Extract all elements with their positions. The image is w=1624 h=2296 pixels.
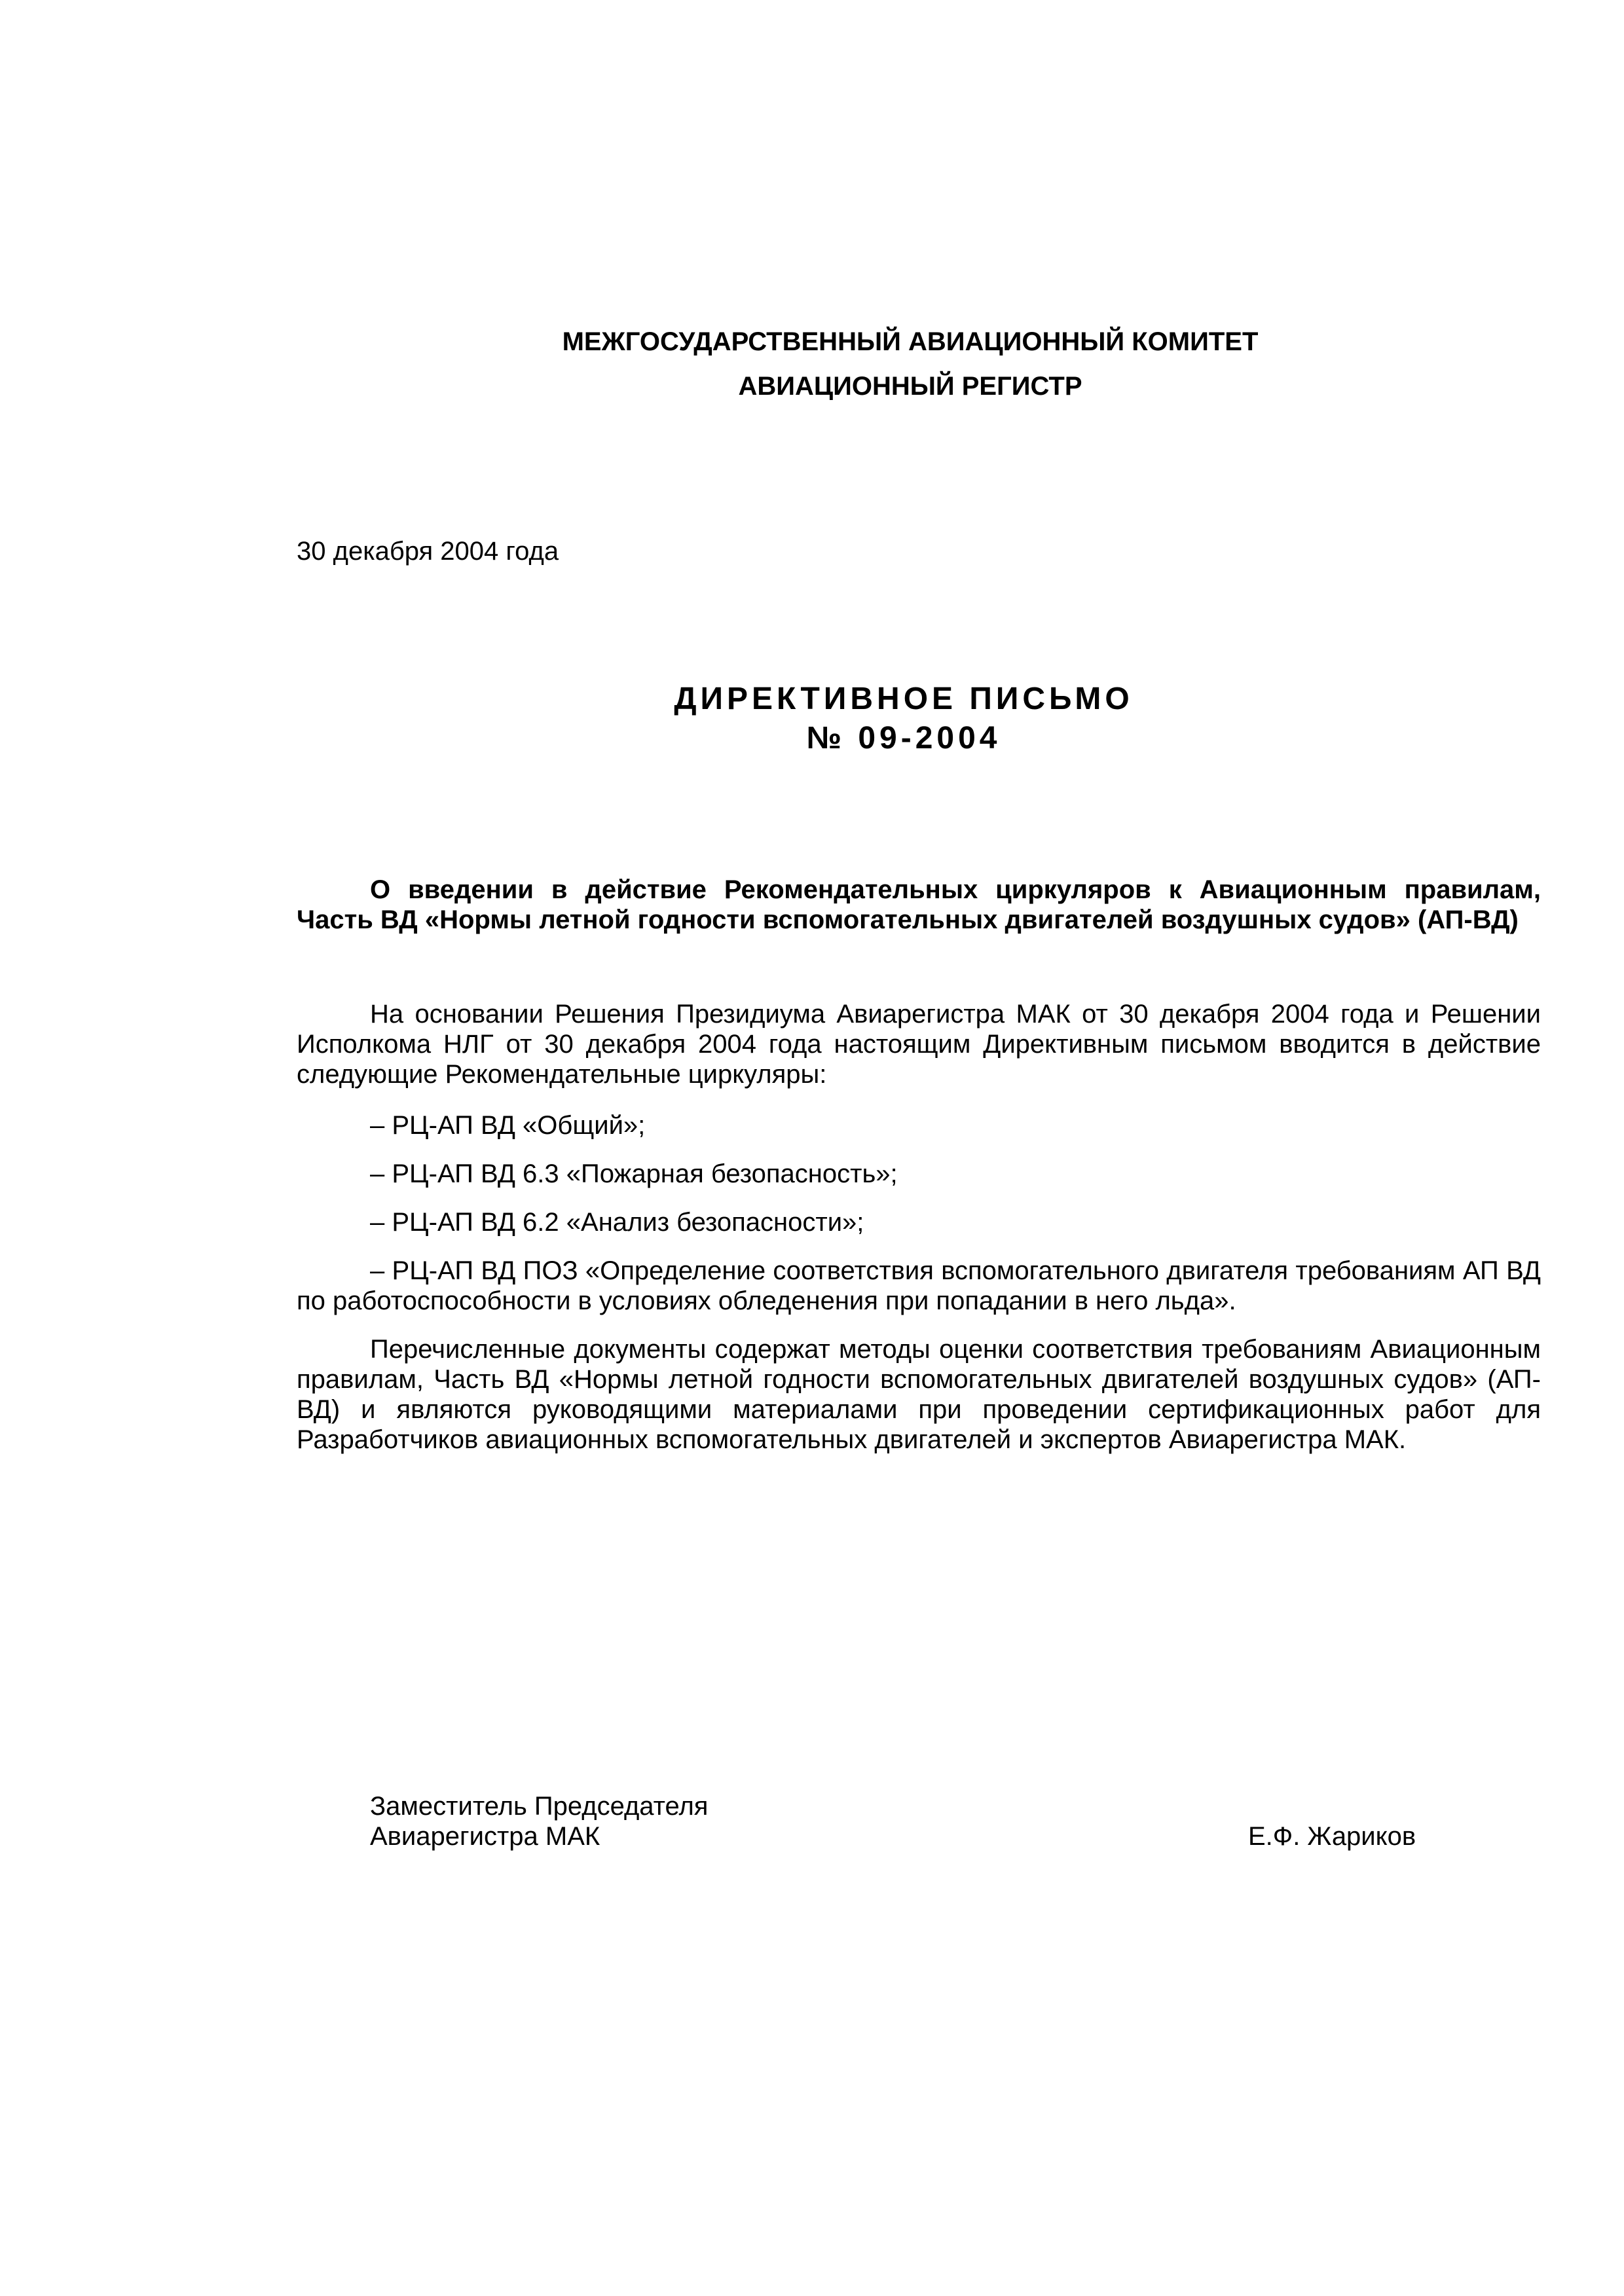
signatory-name: Е.Ф. Жариков xyxy=(1248,1822,1416,1851)
document-date: 30 декабря 2004 года xyxy=(297,537,559,566)
list-item: – РЦ-АП ВД «Общий»; xyxy=(370,1111,646,1140)
signatory-role-line: Заместитель Председателя xyxy=(370,1792,709,1821)
intro-paragraph: На основании Решения Президиума Авиарегистра МАК от 30 декабря 2004 года и Решении Исполкома НЛГ от 30 декабря 2004 года настоящим Директивным письмом вводится в действие следующие Рекомендательные циркуляры: xyxy=(297,1000,1541,1089)
document-subject: О введении в действие Рекомендательных циркуляров к Авиационным правилам, Часть ВД «Нормы летной годности вспомогательных двигателей воздушных судов» (АП-ВД) xyxy=(297,875,1541,934)
document-title: ДИРЕКТИВНОЕ ПИСЬМО xyxy=(674,682,1134,716)
signatory-role xyxy=(370,1791,708,1851)
signatory-role-line: Авиарегистра МАК xyxy=(370,1822,600,1851)
list-item: – РЦ-АП ВД 6.3 «Пожарная безопасность»; xyxy=(370,1159,898,1188)
organization-name: МЕЖГОСУДАРСТВЕННЫЙ АВИАЦИОННЫЙ КОМИТЕТ xyxy=(562,327,1259,356)
list-item: – РЦ-АП ВД 6.2 «Анализ безопасности»; xyxy=(370,1208,864,1237)
document-number: № 09-2004 xyxy=(806,721,1001,756)
closing-paragraph: Перечисленные документы содержат методы оценки соответствия требованиям Авиационным правилам, Часть ВД «Нормы летной годности вспомогательных двигателей воздушных судов» (АП-ВД) и являются руководящими материалами при проведении сертификационных работ для Разработчиков авиационных вспомогательных двигателей и экспертов Авиарегистра МАК. xyxy=(297,1335,1541,1454)
department-name: АВИАЦИОННЫЙ РЕГИСТР xyxy=(738,372,1082,401)
list-item: – РЦ-АП ВД ПОЗ «Определение соответствия вспомогательного двигателя требованиям АП ВД по работоспособности в условиях обледенения при попадании в него льда». xyxy=(297,1256,1541,1315)
